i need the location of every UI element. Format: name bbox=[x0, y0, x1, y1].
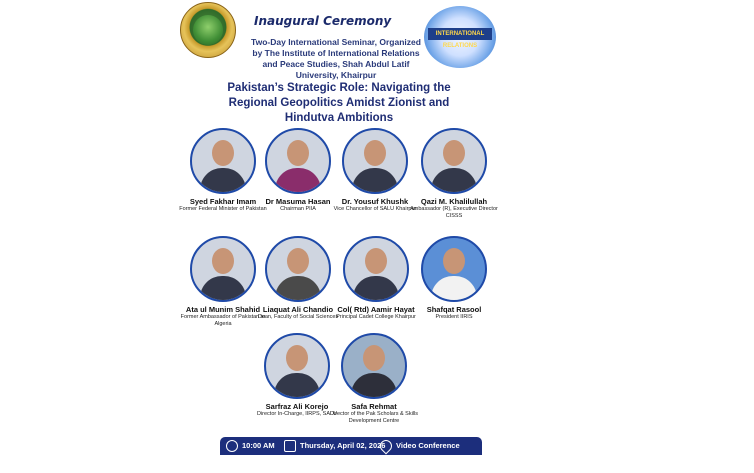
speaker-photo bbox=[265, 128, 331, 194]
speaker-photo bbox=[190, 236, 256, 302]
seminar-headline: Pakistan’s Strategic Role: Navigating the Regional Geopolitics Amidst Zionist and Hindutva Ambitions bbox=[227, 82, 451, 124]
speaker-photo bbox=[265, 236, 331, 302]
speaker-role: Vice Chancellor of SALU Khairpur bbox=[333, 206, 417, 212]
speaker-card bbox=[404, 128, 504, 220]
speaker-photo bbox=[421, 236, 487, 302]
institute-logo-ribbon: INTERNATIONAL RELATIONS bbox=[428, 28, 492, 40]
speaker-photo bbox=[341, 333, 407, 399]
speaker-name: Liaquat Ali Chandio bbox=[262, 305, 334, 314]
speaker-photo bbox=[342, 128, 408, 194]
speaker-photo bbox=[190, 128, 256, 194]
speaker-name: Col( Rtd) Aamir Hayat bbox=[337, 305, 415, 314]
seminar-subtitle: Two-Day International Seminar, Organized by The Institute of International Relations and Peace Studies, Shah Abdul Latif University, Khairpur bbox=[251, 37, 421, 80]
speaker-role: Chairman PIIA bbox=[280, 206, 316, 212]
speaker-role: Former Ambassador of Pakistan to Algeria bbox=[180, 314, 266, 327]
speaker-card bbox=[404, 236, 504, 321]
speaker-photo bbox=[343, 236, 409, 302]
speaker-name: Shafqat Rasool bbox=[426, 305, 482, 314]
speaker-name: Safa Rehmat bbox=[351, 402, 397, 411]
speaker-role: President IIRIS bbox=[435, 314, 473, 320]
event-info-bar bbox=[220, 437, 482, 468]
speaker-role: Director In-Charge, IIRPS, SALU bbox=[256, 411, 338, 417]
location-pin-icon bbox=[378, 438, 395, 455]
speaker-role: Principal Cadet College Khairpur bbox=[336, 314, 416, 320]
clock-icon bbox=[226, 440, 238, 452]
university-logo bbox=[180, 2, 236, 58]
speaker-role: Ambassador (R), Executive Director CISSS bbox=[410, 206, 498, 219]
speaker-name: Syed Fakhar Imam bbox=[189, 197, 257, 206]
speaker-name: Qazi M. Khalilullah bbox=[420, 197, 488, 206]
speaker-role: Director of the Pak Scholars & Skills Development Centre bbox=[329, 411, 419, 424]
speaker-role: Former Federal Minister of Pakistan bbox=[179, 206, 267, 212]
speaker-card bbox=[324, 333, 424, 425]
event-date-text: Thursday, April 02, 2026 bbox=[300, 441, 386, 450]
event-venue bbox=[380, 437, 482, 468]
event-time-text: 10:00 AM bbox=[242, 441, 275, 450]
calendar-icon bbox=[284, 440, 296, 452]
event-time bbox=[226, 437, 275, 455]
speaker-name: Ata ul Munim Shahid bbox=[185, 305, 261, 314]
speaker-photo bbox=[421, 128, 487, 194]
ceremony-title: Inaugural Ceremony bbox=[254, 14, 392, 28]
speaker-name: Dr. Yousuf Khushk bbox=[341, 197, 409, 206]
event-date bbox=[284, 437, 385, 455]
speaker-photo bbox=[264, 333, 330, 399]
event-venue-text: Video Conference Room bbox=[380, 441, 460, 468]
speaker-name: Sarfraz Ali Korejo bbox=[265, 402, 329, 411]
speaker-role: Dean, Faculty of Social Sciences bbox=[257, 314, 339, 320]
speaker-name: Dr Masuma Hasan bbox=[265, 197, 331, 206]
institute-logo bbox=[424, 6, 496, 68]
